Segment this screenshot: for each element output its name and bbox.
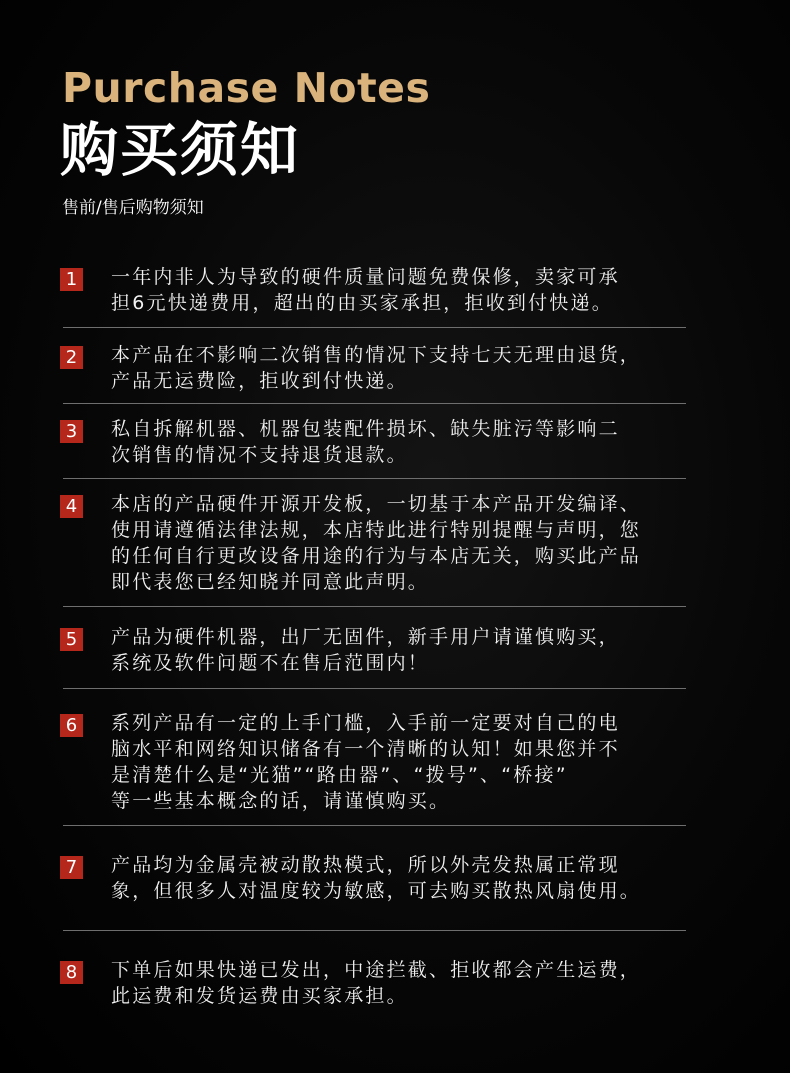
note-text: 本产品在不影响二次销售的情况下支持七天无理由退货， 产品无运费险，拒收到付快递。 (111, 344, 642, 392)
note-text: 一年内非人为导致的硬件质量问题免费保修，卖家可承 担6元快递费用，超出的由买家承担，拒收到付快递。 (111, 266, 620, 314)
divider (63, 688, 686, 689)
divider (63, 327, 686, 328)
note-number-badge: 6 (60, 714, 83, 737)
note-text: 下单后如果快递已发出，中途拦截、拒收都会产生运费， 此运费和发货运费由买家承担。 (111, 959, 642, 1007)
note-text: 私自拆解机器、机器包装配件损坏、缺失脏污等影响二 次销售的情况不支持退货退款。 (111, 418, 620, 466)
divider (63, 478, 686, 479)
note-number-badge: 1 (60, 268, 83, 291)
note-text: 系列产品有一定的上手门槛，入手前一定要对自己的电 脑水平和网络知识储备有一个清晰的认知！如果您并不 是清楚什么是“光猫”“路由器”、“拨号”、“桥接” 等一些基本概念的话，请谨慎购买。 (111, 712, 620, 812)
divider (63, 606, 686, 607)
note-number-badge: 3 (60, 420, 83, 443)
page-subtitle: 售前/售后购物须知 (62, 198, 204, 218)
divider (63, 825, 686, 826)
note-text: 产品为硬件机器，出厂无固件，新手用户请谨慎购买， 系统及软件问题不在售后范围内！ (111, 626, 620, 674)
note-number-badge: 2 (60, 346, 83, 369)
note-number-badge: 5 (60, 628, 83, 651)
note-text: 本店的产品硬件开源开发板，一切基于本产品开发编译、 使用请遵循法律法规，本店特此进行特别提醒与声明，您 的任何自行更改设备用途的行为与本店无关，购买此产品 即代表您已经知晓并同意此声明。 (111, 493, 642, 593)
note-text: 产品均为金属壳被动散热模式，所以外壳发热属正常现 象，但很多人对温度较为敏感，可去购买散热风扇使用。 (111, 854, 642, 902)
divider (63, 930, 686, 931)
note-number-badge: 4 (60, 495, 83, 518)
page-title-cn: 购买须知 (60, 116, 301, 184)
note-number-badge: 7 (60, 856, 83, 879)
divider (63, 403, 686, 404)
note-number-badge: 8 (60, 961, 83, 984)
page-title-en: Purchase Notes (62, 64, 431, 112)
